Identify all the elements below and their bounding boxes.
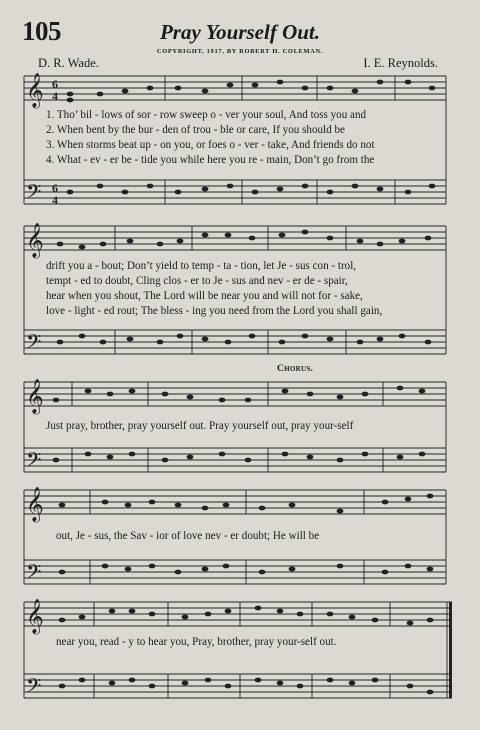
svg-text:4: 4	[52, 89, 58, 103]
copyright-notice: COPYRIGHT, 1917, BY ROBERT H. COLEMAN.	[156, 48, 324, 55]
verse2-line-2: tempt - ed to doubt, Cling clos - er to Je - sus and nev - er de - spair,	[46, 275, 348, 287]
verse2-line-3: hear when you shout, The Lord will be near you and will not for - sake,	[46, 290, 363, 302]
chorus-line-3: near you, read - y to hear you, Pray, brother, pray your-self out.	[56, 636, 337, 648]
music-system-5	[0, 596, 480, 708]
svg-text:𝄞: 𝄞	[26, 599, 44, 634]
verse-line-4: 4. What - ev - er be - tide you while here you re - main, Don’t go from the	[46, 154, 375, 166]
svg-text:𝄢: 𝄢	[26, 180, 42, 208]
svg-text:4: 4	[52, 193, 58, 207]
hymn-title: Pray Yourself Out.	[159, 20, 321, 44]
svg-text:𝄞: 𝄞	[26, 487, 44, 522]
svg-text:𝄞: 𝄞	[26, 379, 44, 414]
verse2-line-4: love - light - ed rout; The bless - ing you need from the Lord you shall gain,	[46, 305, 383, 317]
chorus-line-2: out, Je - sus, the Sav - ior of love nev - er doubt; He will be	[56, 530, 320, 542]
hymn-number: 105	[22, 16, 61, 46]
svg-text:𝄢: 𝄢	[26, 560, 42, 588]
svg-text:𝄢: 𝄢	[26, 448, 42, 476]
chorus-label: Chorus.	[277, 364, 314, 374]
verse-line-1: 1. Tho’ bil - lows of sor - row sweep o - ver your soul, And toss you and	[46, 109, 367, 121]
chorus-line-1: Just pray, brother, pray yourself out. Pray yourself out, pray your-self	[46, 420, 354, 432]
svg-text:𝄢: 𝄢	[26, 674, 42, 702]
svg-text:6: 6	[52, 77, 58, 91]
svg-text:𝄢: 𝄢	[26, 330, 42, 358]
verse-line-3: 3. When storms beat up - on you, or foes o - ver - take, And friends do not	[46, 139, 375, 151]
svg-text:6: 6	[52, 181, 58, 195]
svg-text:𝄞: 𝄞	[26, 73, 44, 108]
verse2-line-1: drift you a - bout; Don’t yield to temp - ta - tion, let Je - sus con - trol,	[46, 260, 357, 272]
verse-line-2: 2. When bent by the bur - den of trou - ble or care, If you should be	[46, 124, 345, 136]
lyricist-credit: D. R. Wade.	[38, 56, 99, 70]
composer-credit: I. E. Reynolds.	[363, 56, 438, 70]
svg-text:𝄞: 𝄞	[26, 223, 44, 258]
